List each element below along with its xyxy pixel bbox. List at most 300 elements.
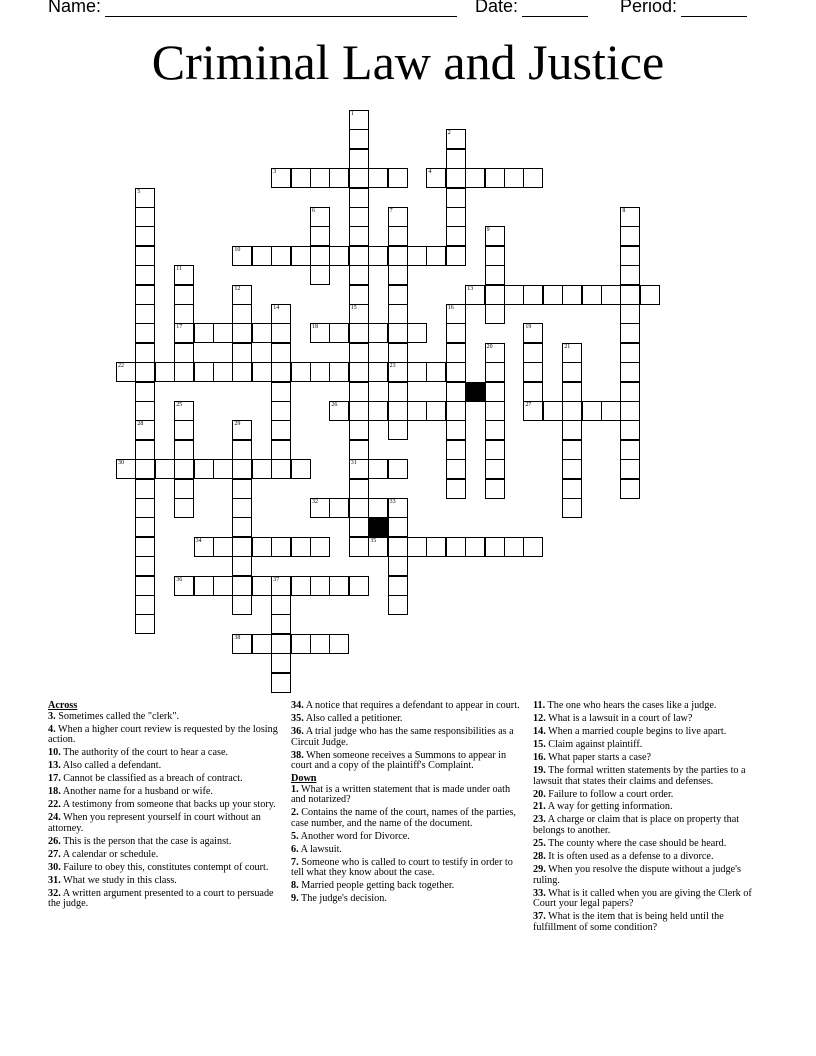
crossword-cell[interactable] <box>446 246 466 266</box>
crossword-cell[interactable] <box>426 246 446 266</box>
crossword-cell[interactable] <box>252 323 272 343</box>
crossword-cell[interactable] <box>368 498 388 518</box>
crossword-cell[interactable] <box>291 246 311 266</box>
crossword-cell[interactable] <box>252 459 272 479</box>
crossword-cell[interactable] <box>135 207 155 227</box>
clue-text: What is a lawsuit in a court of law? <box>545 712 693 724</box>
crossword-cell[interactable] <box>135 382 155 402</box>
crossword-cell[interactable] <box>446 304 466 324</box>
crossword-cell[interactable] <box>562 479 582 499</box>
crossword-cell[interactable] <box>271 323 291 343</box>
crossword-cell[interactable] <box>329 323 349 343</box>
crossword-cell[interactable] <box>329 498 349 518</box>
crossword-cell[interactable] <box>271 576 291 596</box>
crossword-cell[interactable] <box>620 246 640 266</box>
crossword-cell[interactable] <box>465 168 485 188</box>
crossword-cell[interactable] <box>368 459 388 479</box>
crossword-cell[interactable] <box>213 323 233 343</box>
crossword-cell[interactable] <box>310 246 330 266</box>
crossword-cell[interactable] <box>388 207 408 227</box>
crossword-cell[interactable] <box>523 323 543 343</box>
crossword-cell[interactable] <box>349 304 369 324</box>
crossword-cell[interactable] <box>388 285 408 305</box>
crossword-cell[interactable] <box>135 537 155 557</box>
crossword-cell[interactable] <box>368 168 388 188</box>
crossword-cell[interactable] <box>582 401 602 421</box>
crossword-cell[interactable] <box>388 498 408 518</box>
clue-number: 11 <box>176 266 182 273</box>
crossword-cell[interactable] <box>252 576 272 596</box>
crossword-cell[interactable] <box>426 362 446 382</box>
crossword-cell[interactable] <box>135 479 155 499</box>
crossword-cell[interactable] <box>349 168 369 188</box>
crossword-cell[interactable] <box>485 285 505 305</box>
crossword-cell[interactable] <box>620 479 640 499</box>
crossword-cell[interactable] <box>194 459 214 479</box>
crossword-cell[interactable] <box>271 537 291 557</box>
crossword-cell[interactable] <box>310 168 330 188</box>
crossword-cell[interactable] <box>135 440 155 460</box>
crossword-cell[interactable] <box>407 537 427 557</box>
crossword-cell[interactable] <box>349 498 369 518</box>
clue-text: When you resolve the dispute without a judge's ruling. <box>533 864 741 886</box>
crossword-cell[interactable] <box>446 401 466 421</box>
crossword-cell[interactable] <box>582 285 602 305</box>
crossword-cell[interactable] <box>543 401 563 421</box>
crossword-cell[interactable] <box>485 401 505 421</box>
crossword-cell[interactable] <box>562 343 582 363</box>
date-label: Date: <box>475 0 519 16</box>
crossword-cell[interactable] <box>271 595 291 615</box>
crossword-cell[interactable] <box>135 517 155 537</box>
crossword-cell[interactable] <box>446 323 466 343</box>
clue-number: 4. <box>48 723 56 735</box>
crossword-cell[interactable] <box>426 168 446 188</box>
crossword-cell[interactable] <box>213 537 233 557</box>
crossword-cell[interactable] <box>174 459 194 479</box>
crossword-cell[interactable] <box>232 362 252 382</box>
clue-number: 6. <box>291 843 299 855</box>
clue-column-2 <box>291 701 521 907</box>
down-clue <box>533 865 763 886</box>
crossword-cell[interactable] <box>485 168 505 188</box>
crossword-cell[interactable] <box>271 653 291 673</box>
crossword-cell[interactable] <box>562 401 582 421</box>
crossword-cell[interactable] <box>368 362 388 382</box>
down-clue <box>291 832 521 843</box>
clue-number: 3. <box>48 710 56 722</box>
crossword-cell[interactable] <box>388 556 408 576</box>
crossword-cell[interactable] <box>252 537 272 557</box>
crossword-cell[interactable] <box>388 226 408 246</box>
crossword-cell[interactable] <box>349 226 369 246</box>
crossword-cell[interactable] <box>310 634 330 654</box>
crossword-cell[interactable] <box>523 382 543 402</box>
crossword-cell[interactable] <box>388 265 408 285</box>
crossword-cell[interactable] <box>523 285 543 305</box>
crossword-cell[interactable] <box>232 556 252 576</box>
crossword-cell[interactable] <box>388 323 408 343</box>
clue-text: A charge or claim that is place on property that belongs to another. <box>533 814 740 837</box>
crossword-cell[interactable] <box>504 537 524 557</box>
crossword-cell[interactable] <box>446 226 466 246</box>
crossword-cell[interactable] <box>620 440 640 460</box>
crossword-cell[interactable] <box>174 479 194 499</box>
crossword-cell[interactable] <box>523 362 543 382</box>
crossword-cell[interactable] <box>388 576 408 596</box>
crossword-cell[interactable] <box>135 595 155 615</box>
crossword-cell[interactable] <box>485 459 505 479</box>
clue-number: 10. <box>48 747 61 759</box>
crossword-cell[interactable] <box>446 207 466 227</box>
crossword-cell[interactable] <box>135 420 155 440</box>
crossword-cell[interactable] <box>135 304 155 324</box>
crossword-cell[interactable] <box>310 576 330 596</box>
crossword-cell[interactable] <box>601 285 621 305</box>
crossword-cell[interactable] <box>388 517 408 537</box>
crossword-cell[interactable] <box>349 285 369 305</box>
crossword-cell[interactable] <box>174 576 194 596</box>
crossword-cell[interactable] <box>271 673 291 693</box>
crossword-cell[interactable] <box>271 401 291 421</box>
crossword-cell[interactable] <box>135 265 155 285</box>
crossword-cell[interactable] <box>620 207 640 227</box>
crossword-cell[interactable] <box>485 343 505 363</box>
crossword-cell[interactable] <box>620 285 640 305</box>
crossword-cell[interactable] <box>135 285 155 305</box>
crossword-cell[interactable] <box>310 207 330 227</box>
crossword-cell[interactable] <box>446 440 466 460</box>
crossword-cell[interactable] <box>640 285 660 305</box>
crossword-cell[interactable] <box>368 401 388 421</box>
clue-text: When someone receives a Summons to appear in court and a copy of the plaintiff's Complaint. <box>291 749 507 772</box>
crossword-cell[interactable] <box>388 304 408 324</box>
crossword-cell[interactable] <box>271 362 291 382</box>
crossword-cell[interactable] <box>271 304 291 324</box>
crossword-cell[interactable] <box>252 246 272 266</box>
crossword-cell[interactable] <box>194 537 214 557</box>
crossword-cell[interactable] <box>368 323 388 343</box>
crossword-cell[interactable] <box>213 576 233 596</box>
down-clue <box>533 740 763 751</box>
clue-number: 37. <box>533 911 546 923</box>
crossword-cell[interactable] <box>135 614 155 634</box>
crossword-cell[interactable] <box>232 634 252 654</box>
crossword-cell[interactable] <box>232 537 252 557</box>
crossword-cell[interactable] <box>446 362 466 382</box>
across-clue <box>48 774 278 785</box>
crossword-cell[interactable] <box>271 246 291 266</box>
crossword-cell[interactable] <box>310 498 330 518</box>
crossword-cell[interactable] <box>523 168 543 188</box>
crossword-cell[interactable] <box>232 285 252 305</box>
crossword-cell[interactable] <box>388 459 408 479</box>
crossword-cell[interactable] <box>135 362 155 382</box>
crossword-cell[interactable] <box>174 323 194 343</box>
crossword-cell[interactable] <box>310 226 330 246</box>
crossword-cell[interactable] <box>562 459 582 479</box>
crossword-cell[interactable] <box>232 517 252 537</box>
crossword-cell[interactable] <box>329 246 349 266</box>
crossword-cell[interactable] <box>465 285 485 305</box>
crossword-cell[interactable] <box>562 498 582 518</box>
crossword-cell[interactable] <box>485 479 505 499</box>
crossword-cell[interactable] <box>252 362 272 382</box>
crossword-cell[interactable] <box>485 440 505 460</box>
crossword-cell[interactable] <box>310 362 330 382</box>
period-label: Period: <box>620 0 678 16</box>
crossword-cell[interactable] <box>485 304 505 324</box>
crossword-cell[interactable] <box>446 188 466 208</box>
crossword-cell[interactable] <box>349 440 369 460</box>
crossword-cell[interactable] <box>155 459 175 479</box>
crossword-cell[interactable] <box>349 343 369 363</box>
crossword-cell[interactable] <box>155 362 175 382</box>
crossword-cell[interactable] <box>523 537 543 557</box>
across-clue <box>48 837 278 848</box>
crossword-cell[interactable] <box>426 537 446 557</box>
crossword-cell[interactable] <box>291 459 311 479</box>
crossword-cell[interactable] <box>504 285 524 305</box>
crossword-cell[interactable] <box>271 382 291 402</box>
crossword-cell[interactable] <box>174 285 194 305</box>
crossword-cell[interactable] <box>232 576 252 596</box>
crossword-cell[interactable] <box>135 556 155 576</box>
crossword-cell[interactable] <box>135 576 155 596</box>
crossword-cell[interactable] <box>232 479 252 499</box>
crossword-cell[interactable] <box>194 362 214 382</box>
crossword-cell[interactable] <box>349 110 369 130</box>
crossword-cell[interactable] <box>135 401 155 421</box>
crossword-cell[interactable] <box>291 634 311 654</box>
clue-text: The judge's decision. <box>298 893 387 905</box>
crossword-cell[interactable] <box>562 382 582 402</box>
crossword-cell[interactable] <box>271 168 291 188</box>
crossword-cell[interactable] <box>232 498 252 518</box>
crossword-cell[interactable] <box>213 362 233 382</box>
crossword-cell[interactable] <box>388 343 408 363</box>
crossword-cell[interactable] <box>271 614 291 634</box>
crossword-cell[interactable] <box>291 576 311 596</box>
crossword-cell[interactable] <box>194 323 214 343</box>
clue-text: A notice that requires a defendant to appear in court. <box>303 700 520 711</box>
crossword-cell[interactable] <box>116 459 136 479</box>
crossword-cell[interactable] <box>446 343 466 363</box>
crossword-cell[interactable] <box>620 343 640 363</box>
crossword-cell[interactable] <box>174 362 194 382</box>
clue-number: 34 <box>195 537 202 544</box>
crossword-cell[interactable] <box>135 246 155 266</box>
crossword-cell[interactable] <box>349 537 369 557</box>
crossword-cell[interactable] <box>329 362 349 382</box>
crossword-cell[interactable] <box>620 420 640 440</box>
crossword-cell[interactable] <box>291 537 311 557</box>
crossword-cell[interactable] <box>485 537 505 557</box>
crossword-cell[interactable] <box>232 420 252 440</box>
crossword-cell[interactable] <box>329 634 349 654</box>
crossword-cell[interactable] <box>232 595 252 615</box>
crossword-cell[interactable] <box>407 401 427 421</box>
crossword-cell[interactable] <box>310 537 330 557</box>
crossword-cell[interactable] <box>194 576 214 596</box>
clue-number: 33 <box>389 499 396 505</box>
crossword-cell[interactable] <box>349 382 369 402</box>
crossword-cell[interactable] <box>620 459 640 479</box>
crossword-cell[interactable] <box>388 401 408 421</box>
crossword-cell[interactable] <box>485 226 505 246</box>
crossword-cell[interactable] <box>620 304 640 324</box>
clue-number: 37 <box>273 576 280 583</box>
clue-number: 19. <box>533 764 546 776</box>
crossword-cell[interactable] <box>620 323 640 343</box>
crossword-cell[interactable] <box>446 479 466 499</box>
crossword-cell[interactable] <box>135 323 155 343</box>
crossword-cell[interactable] <box>368 537 388 557</box>
crossword-cell[interactable] <box>388 246 408 266</box>
crossword-cell[interactable] <box>135 188 155 208</box>
clue-list <box>0 701 816 1051</box>
crossword-cell[interactable] <box>349 129 369 149</box>
clue-number: 31. <box>48 874 61 886</box>
clue-number: 13 <box>467 285 474 292</box>
crossword-cell[interactable] <box>349 479 369 499</box>
crossword-cell[interactable] <box>349 188 369 208</box>
clue-text: The authority of the court to hear a case. <box>60 747 229 759</box>
crossword-cell[interactable] <box>601 401 621 421</box>
crossword-cell[interactable] <box>116 362 136 382</box>
crossword-cell[interactable] <box>349 576 369 596</box>
crossword-cell[interactable] <box>329 401 349 421</box>
across-clue <box>48 876 278 887</box>
crossword-cell[interactable] <box>485 382 505 402</box>
clue-text: Married people getting back together. <box>298 880 455 892</box>
crossword-cell[interactable] <box>291 168 311 188</box>
crossword-cell[interactable] <box>620 382 640 402</box>
crossword-cell[interactable] <box>543 285 563 305</box>
crossword-cell[interactable] <box>349 246 369 266</box>
crossword-cell[interactable] <box>232 440 252 460</box>
crossword-cell[interactable] <box>349 149 369 169</box>
crossword-cell[interactable] <box>232 304 252 324</box>
crossword-cell[interactable] <box>504 168 524 188</box>
crossword-cell[interactable] <box>446 459 466 479</box>
crossword-cell[interactable] <box>174 498 194 518</box>
crossword-cell[interactable] <box>407 246 427 266</box>
crossword-cell[interactable] <box>407 323 427 343</box>
across-heading: Across <box>48 700 78 711</box>
crossword-cell[interactable] <box>485 265 505 285</box>
clue-text: What we study in this class. <box>60 874 177 886</box>
crossword-cell[interactable] <box>562 420 582 440</box>
crossword-cell[interactable] <box>232 459 252 479</box>
crossword-cell[interactable] <box>232 343 252 363</box>
crossword-cell[interactable] <box>271 420 291 440</box>
crossword-cell[interactable] <box>349 401 369 421</box>
crossword-cell[interactable] <box>174 401 194 421</box>
crossword-cell[interactable] <box>446 537 466 557</box>
crossword-cell[interactable] <box>135 226 155 246</box>
crossword-cell[interactable] <box>349 362 369 382</box>
crossword-cell[interactable] <box>349 323 369 343</box>
crossword-cell[interactable] <box>388 537 408 557</box>
crossword-cell[interactable] <box>562 440 582 460</box>
crossword-cell[interactable] <box>232 246 252 266</box>
crossword-cell[interactable] <box>523 343 543 363</box>
crossword-cell[interactable] <box>252 634 272 654</box>
clue-number: 36. <box>291 725 304 737</box>
crossword-cell[interactable] <box>271 440 291 460</box>
crossword-cell[interactable] <box>135 498 155 518</box>
crossword-cell[interactable] <box>388 382 408 402</box>
crossword-cell[interactable] <box>620 226 640 246</box>
crossword-cell[interactable] <box>446 168 466 188</box>
crossword-cell[interactable] <box>562 362 582 382</box>
crossword-cell[interactable] <box>213 459 233 479</box>
clue-text: The formal written statements by the parties to a lawsuit that states their claims and defenses. <box>533 764 746 787</box>
crossword-cell[interactable] <box>349 265 369 285</box>
clue-number: 4 <box>428 169 432 176</box>
crossword-cell[interactable] <box>523 401 543 421</box>
crossword-cell[interactable] <box>485 420 505 440</box>
crossword-cell[interactable] <box>329 168 349 188</box>
crossword-cell[interactable] <box>349 459 369 479</box>
crossword-cell[interactable] <box>485 362 505 382</box>
crossword-cell[interactable] <box>271 459 291 479</box>
crossword-cell[interactable] <box>174 420 194 440</box>
crossword-cell[interactable] <box>407 362 427 382</box>
crossword-cell[interactable] <box>446 129 466 149</box>
crossword-cell[interactable] <box>388 362 408 382</box>
crossword-cell[interactable] <box>232 323 252 343</box>
clue-number: 7 <box>389 208 393 214</box>
crossword-cell[interactable] <box>388 420 408 440</box>
crossword-cell[interactable] <box>620 401 640 421</box>
crossword-cell[interactable] <box>368 246 388 266</box>
crossword-cell[interactable] <box>446 420 466 440</box>
clue-number: 31 <box>350 460 357 467</box>
crossword-cell[interactable] <box>485 246 505 266</box>
crossword-cell[interactable] <box>271 634 291 654</box>
crossword-cell[interactable] <box>349 420 369 440</box>
crossword-cell[interactable] <box>349 207 369 227</box>
crossword-cell[interactable] <box>174 343 194 363</box>
crossword-cell[interactable] <box>426 401 446 421</box>
clue-number: 26 <box>331 402 338 408</box>
crossword-cell[interactable] <box>174 265 194 285</box>
blocked-cell <box>368 517 388 537</box>
crossword-cell[interactable] <box>388 595 408 615</box>
crossword-cell[interactable] <box>620 265 640 285</box>
crossword-cell[interactable] <box>620 362 640 382</box>
crossword-cell[interactable] <box>388 168 408 188</box>
crossword-cell[interactable] <box>329 576 349 596</box>
crossword-cell[interactable] <box>310 265 330 285</box>
crossword-cell[interactable] <box>465 537 485 557</box>
crossword-cell[interactable] <box>174 440 194 460</box>
crossword-cell[interactable] <box>310 323 330 343</box>
crossword-cell[interactable] <box>135 343 155 363</box>
crossword-cell[interactable] <box>349 517 369 537</box>
crossword-cell[interactable] <box>271 343 291 363</box>
clue-number: 12 <box>234 285 241 292</box>
crossword-cell[interactable] <box>446 382 466 402</box>
crossword-cell[interactable] <box>135 459 155 479</box>
crossword-cell[interactable] <box>174 304 194 324</box>
clue-number: 27 <box>525 402 532 408</box>
crossword-cell[interactable] <box>562 285 582 305</box>
crossword-cell[interactable] <box>446 149 466 169</box>
crossword-cell[interactable] <box>291 362 311 382</box>
